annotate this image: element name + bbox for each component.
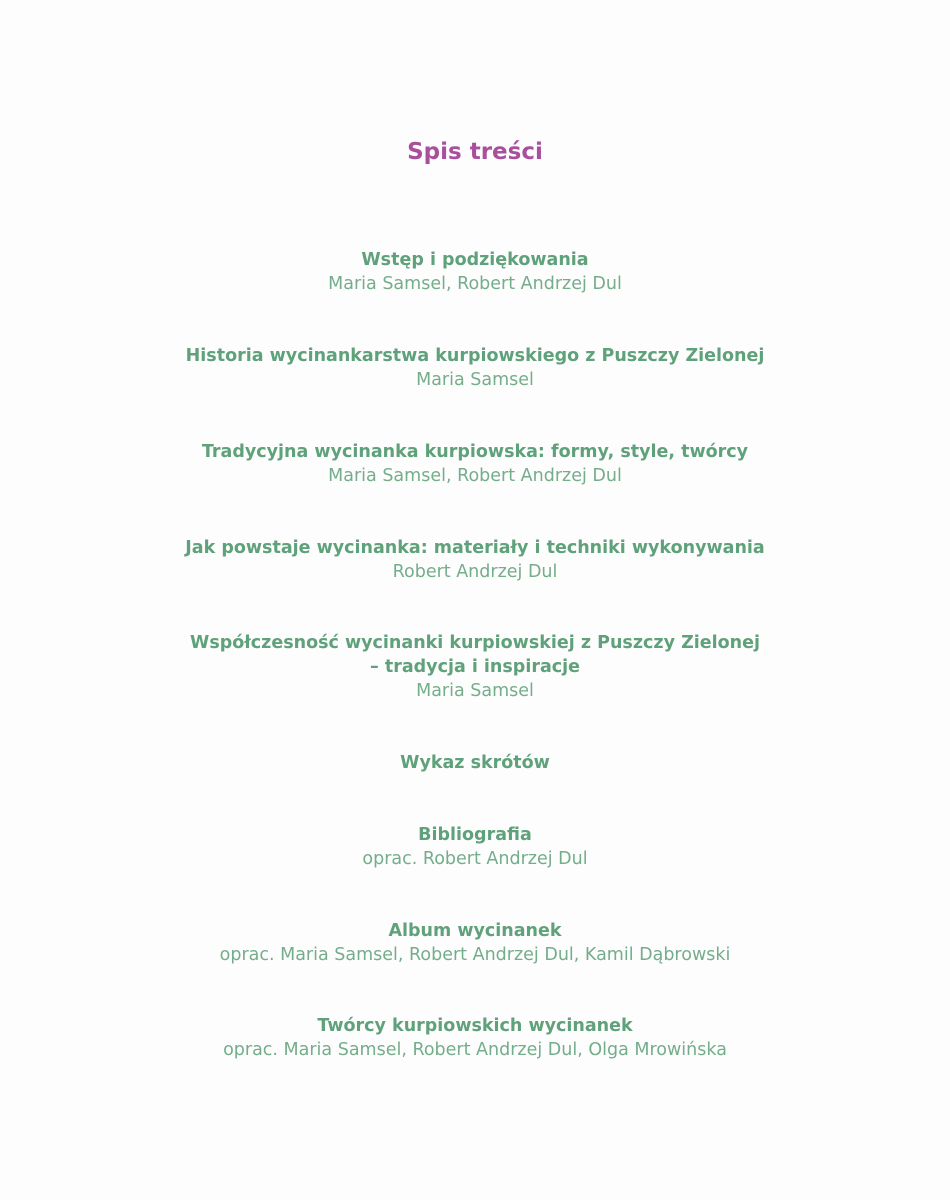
toc-entry-author: Maria Samsel bbox=[416, 370, 534, 390]
toc-entry[interactable] bbox=[0, 536, 950, 584]
toc-entry[interactable] bbox=[0, 919, 950, 967]
toc-entry-author: Robert Andrzej Dul bbox=[392, 562, 558, 582]
toc-entry[interactable] bbox=[0, 344, 950, 392]
page-title: Spis treści bbox=[407, 139, 543, 165]
toc-entry-title[interactable]: Album wycinanek bbox=[388, 921, 562, 941]
toc-entry[interactable] bbox=[0, 631, 950, 703]
toc-entry-title[interactable]: Jak powstaje wycinanka: materiały i techniki wykonywania bbox=[185, 538, 765, 558]
toc-entry-title[interactable]: Wstęp i podziękowania bbox=[361, 250, 589, 270]
toc-entry-author: oprac. Maria Samsel, Robert Andrzej Dul, Olga Mrowińska bbox=[223, 1040, 727, 1060]
toc-entry-title[interactable]: Tradycyjna wycinanka kurpiowska: formy, style, twórcy bbox=[201, 442, 749, 462]
toc-entry[interactable] bbox=[0, 248, 950, 296]
toc-entry[interactable] bbox=[0, 440, 950, 488]
toc-entry-title-line-1[interactable]: Współczesność wycinanki kurpiowskiej z Puszczy Zielonej bbox=[190, 633, 760, 653]
toc-entry-author: Maria Samsel bbox=[416, 681, 534, 701]
toc-entry-title[interactable]: Twórcy kurpiowskich wycinanek bbox=[317, 1016, 633, 1036]
toc-entry[interactable] bbox=[0, 823, 950, 871]
toc-entry-author: oprac. Maria Samsel, Robert Andrzej Dul, Kamil Dąbrowski bbox=[219, 945, 731, 965]
toc-entry-title-line-2[interactable]: – tradycja i inspiracje bbox=[369, 657, 581, 677]
toc-entry-author: Maria Samsel, Robert Andrzej Dul bbox=[328, 466, 622, 486]
toc-entry[interactable] bbox=[0, 751, 950, 775]
toc-entry[interactable] bbox=[0, 1014, 950, 1062]
toc-entry-title[interactable]: Bibliografia bbox=[418, 825, 532, 845]
toc-entry-author: Maria Samsel, Robert Andrzej Dul bbox=[328, 274, 622, 294]
toc-entry-title[interactable]: Wykaz skrótów bbox=[400, 753, 550, 773]
toc-entry-author: oprac. Robert Andrzej Dul bbox=[362, 849, 588, 869]
toc-entry-title[interactable]: Historia wycinankarstwa kurpiowskiego z Puszczy Zielonej bbox=[185, 346, 765, 366]
